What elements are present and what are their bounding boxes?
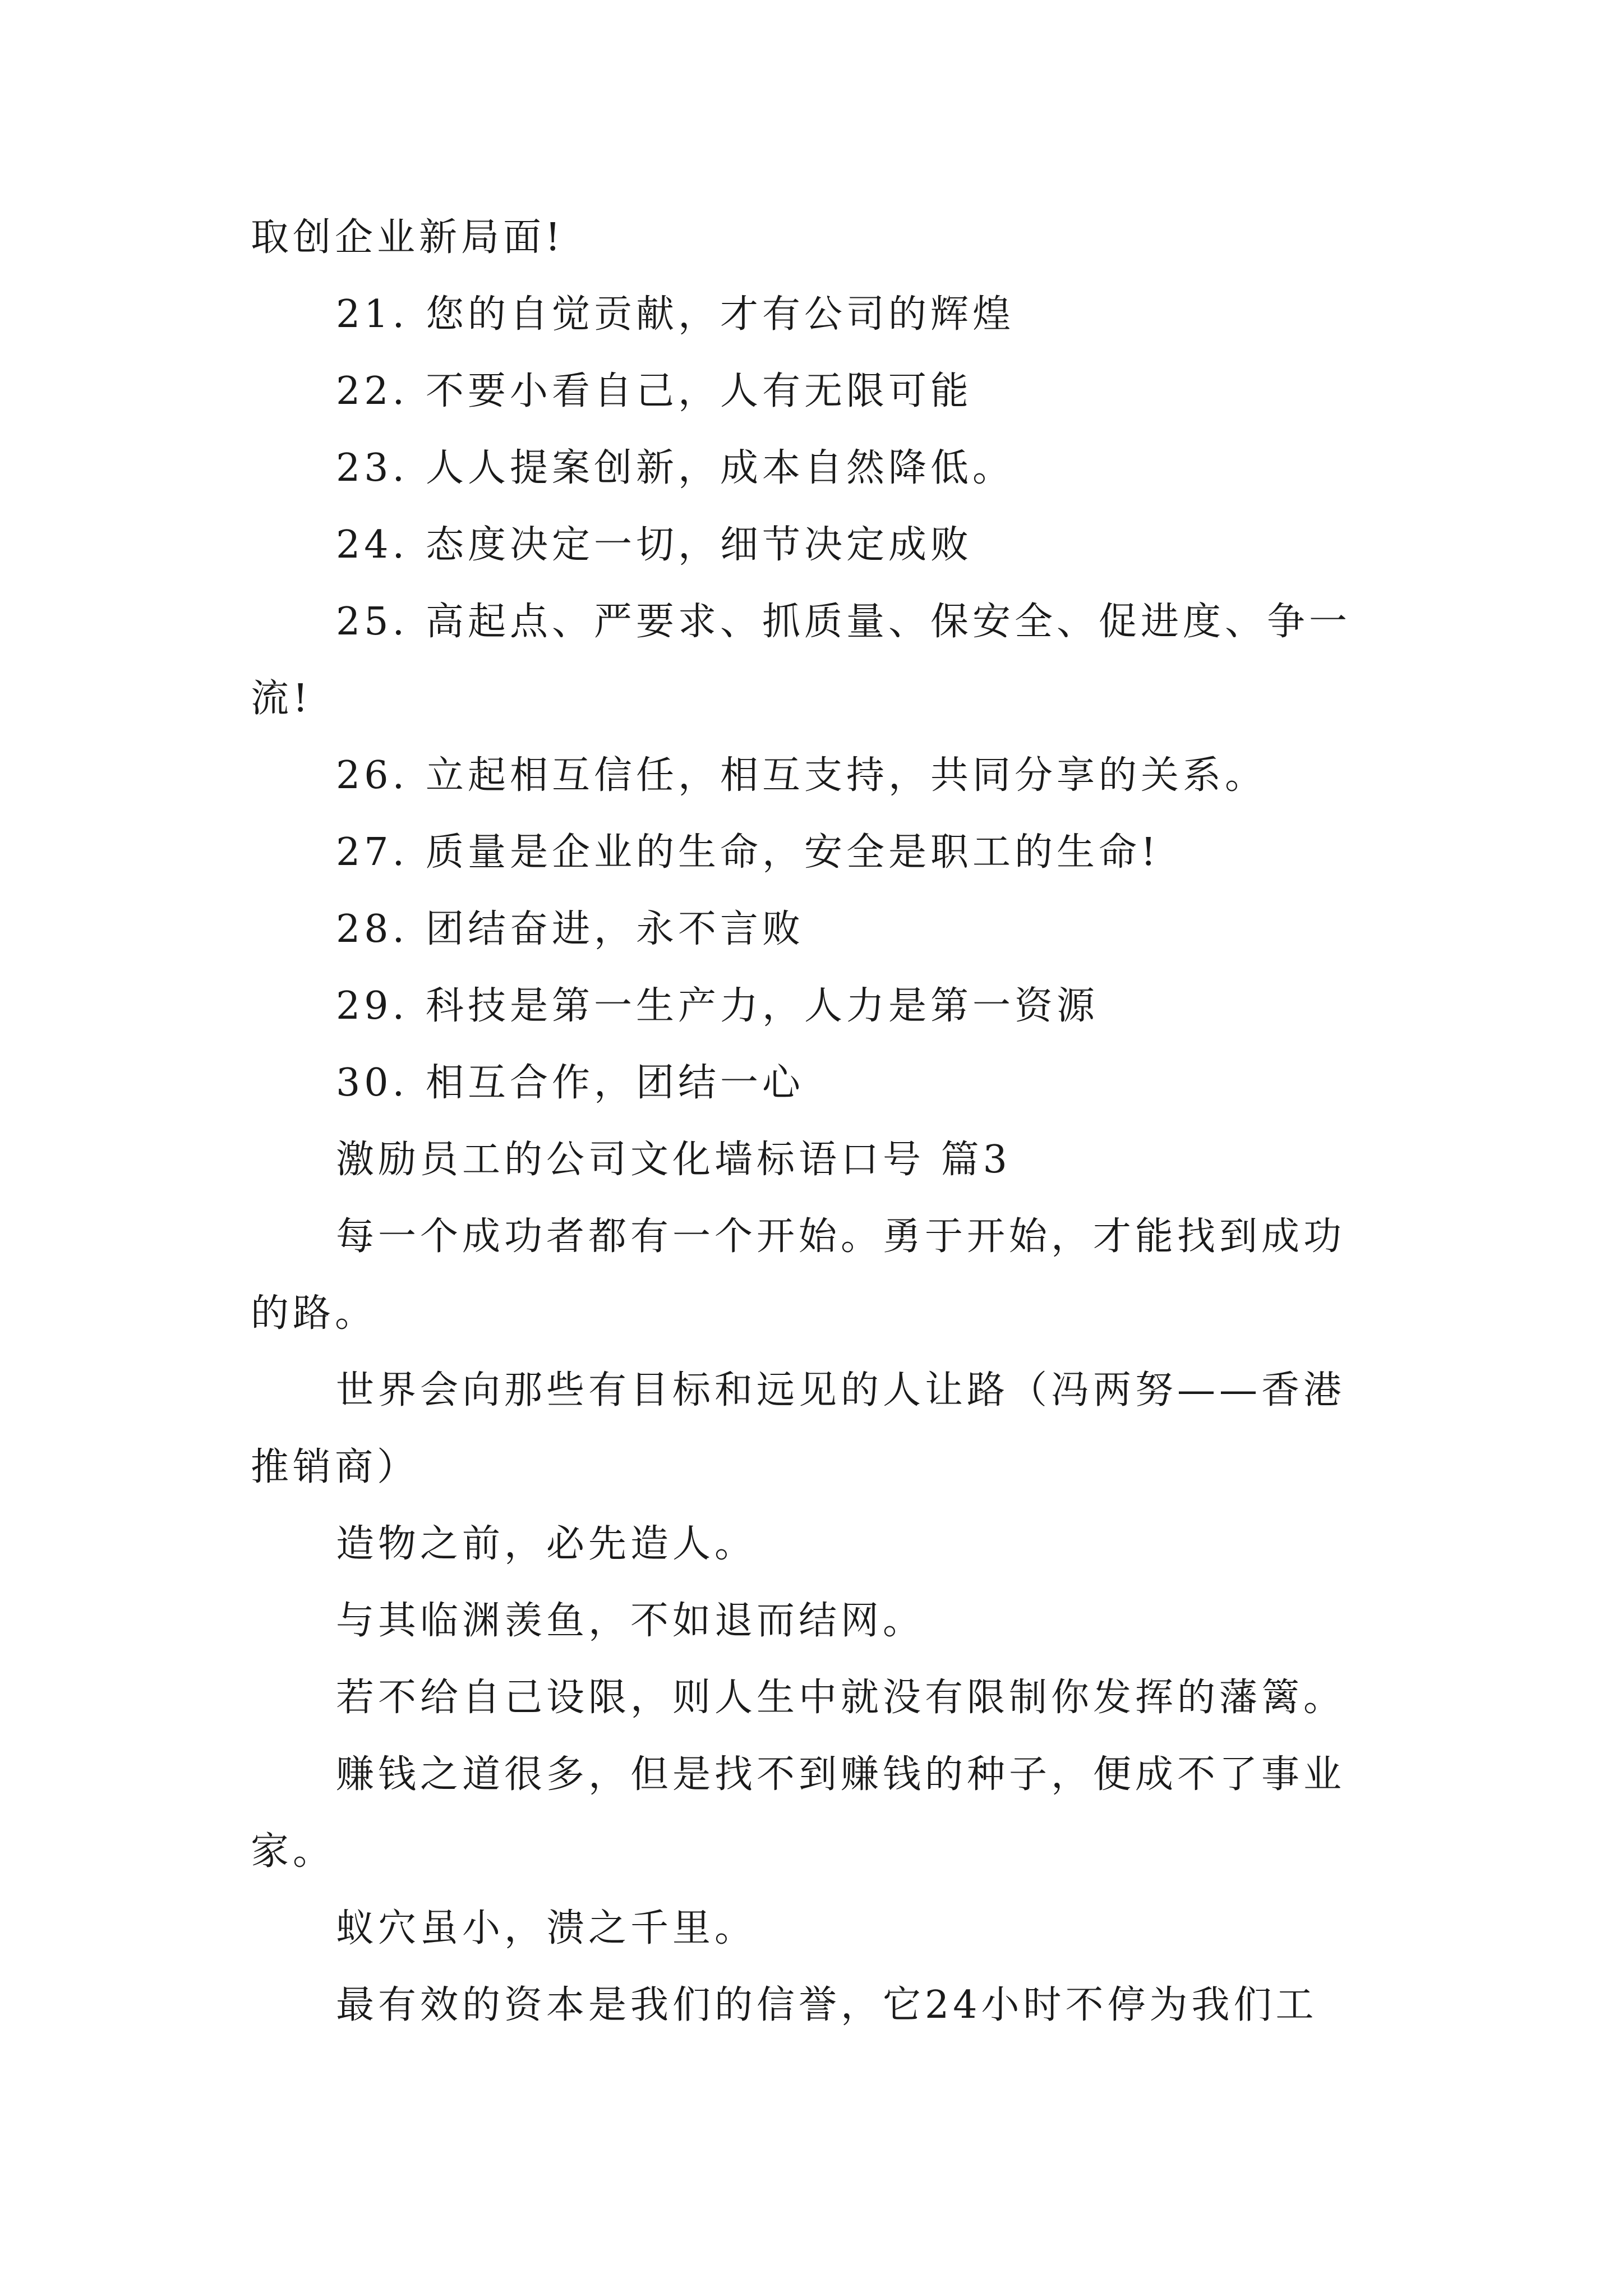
list-item xyxy=(251,276,1389,353)
item-number: 30. xyxy=(336,1061,409,1105)
item-number: 25. xyxy=(336,600,409,644)
item-number: 21. xyxy=(336,292,409,337)
text-line: 取创企业新局面! xyxy=(251,215,565,260)
document-body xyxy=(251,199,1389,2044)
item-text: 态度决定一切，细节决定成败 xyxy=(426,523,973,567)
item-text: 人人提案创新，成本自然降低。 xyxy=(426,446,1015,490)
list-item xyxy=(251,430,1389,507)
list-item xyxy=(251,737,1389,814)
item-number: 28. xyxy=(336,907,409,951)
item-text: 您的自觉贡献，才有公司的辉煌 xyxy=(426,292,1015,337)
list-item xyxy=(251,353,1389,430)
item-text: 质量是企业的生命，安全是职工的生命! xyxy=(426,830,1160,875)
item-number: 23. xyxy=(336,446,409,490)
item-text: 不要小看自己，人有无限可能 xyxy=(426,369,973,413)
text-line: 流! xyxy=(251,677,312,721)
text-line: 造物之前，必先造人。 xyxy=(336,1522,757,1566)
text-line: 最有效的资本是我们的信誉，它24小时不停为我们工 xyxy=(336,1983,1318,2027)
text-line: 世界会向那些有目标和远见的人让路（冯两努——香港 xyxy=(336,1368,1346,1412)
item-text: 团结奋进，永不言败 xyxy=(426,907,805,951)
text-line: 家。 xyxy=(251,1829,335,1874)
list-item xyxy=(251,507,1389,583)
list-item xyxy=(251,814,1389,891)
list-item xyxy=(251,968,1389,1045)
list-item xyxy=(251,891,1389,968)
text-line: 蚁穴虽小，溃之千里。 xyxy=(336,1906,757,1950)
item-number: 26. xyxy=(336,753,409,798)
item-number: 24. xyxy=(336,523,409,567)
section-heading: 激励员工的公司文化墙标语口号 篇3 xyxy=(336,1138,1011,1182)
item-number: 27. xyxy=(336,830,409,875)
text-line: 的路。 xyxy=(251,1291,377,1336)
list-item xyxy=(251,1045,1389,1121)
text-line: 推销商） xyxy=(251,1445,419,1489)
item-text: 立起相互信任，相互支持，共同分享的关系。 xyxy=(426,753,1267,798)
text-line: 若不给自己设限，则人生中就没有限制你发挥的藩篱。 xyxy=(336,1676,1346,1720)
item-number: 29. xyxy=(336,984,409,1028)
text-line: 与其临渊羡鱼，不如退而结网。 xyxy=(336,1599,925,1643)
text-line: 赚钱之道很多，但是找不到赚钱的种子，便成不了事业 xyxy=(336,1752,1346,1797)
list-item xyxy=(251,583,1389,660)
text-line: 每一个成功者都有一个开始。勇于开始，才能找到成功 xyxy=(336,1214,1346,1259)
item-text: 相互合作，团结一心 xyxy=(426,1061,805,1105)
item-text: 科技是第一生产力，人力是第一资源 xyxy=(426,984,1099,1028)
item-text: 高起点、严要求、抓质量、保安全、促进度、争一 xyxy=(426,600,1352,644)
item-number: 22. xyxy=(336,369,409,413)
